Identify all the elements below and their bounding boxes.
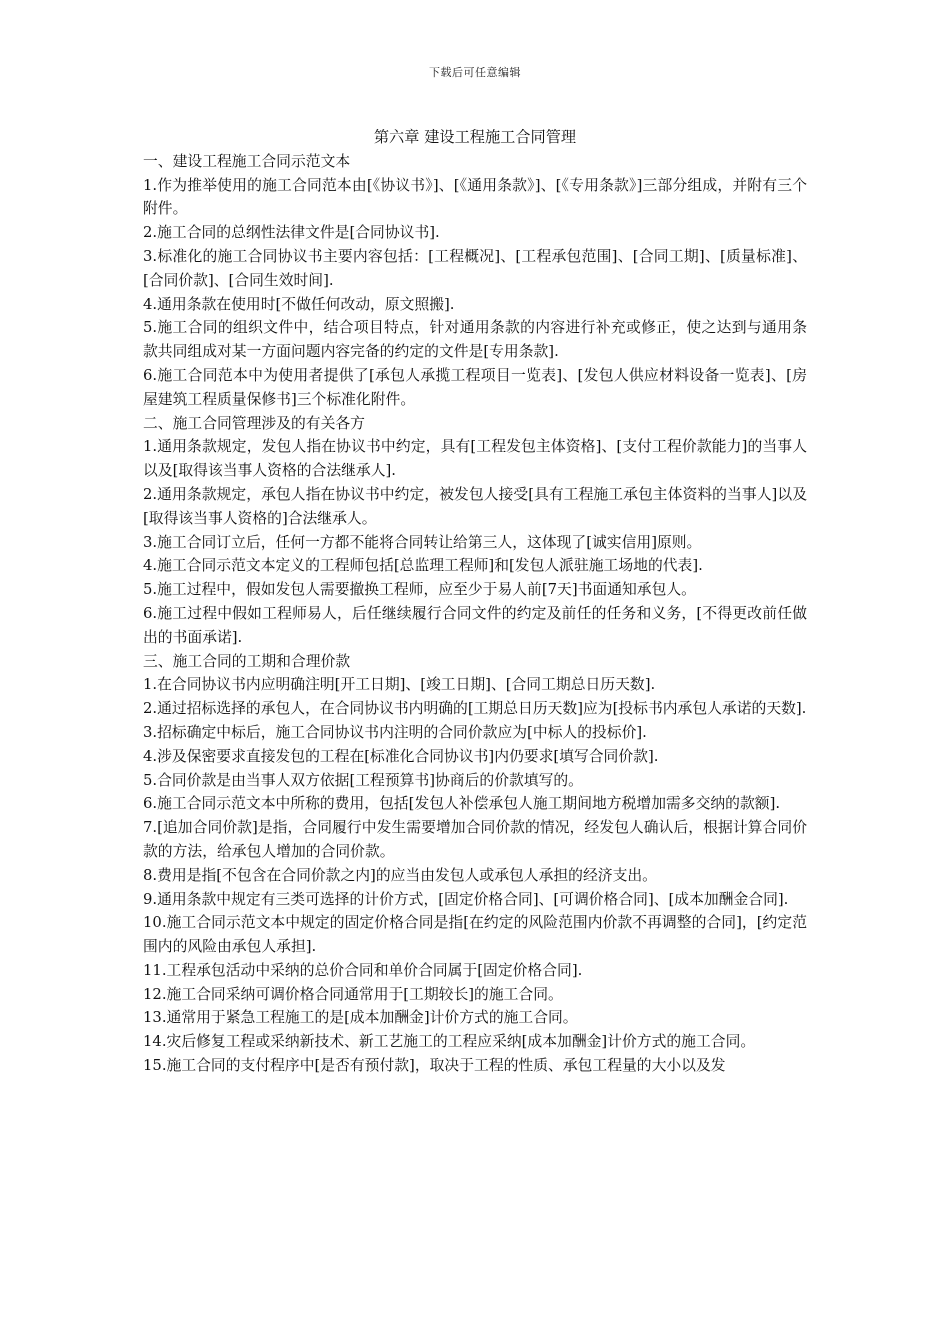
- paragraph: 3.施工合同订立后，任何一方都不能将合同转让给第三人，这体现了[诚实信用]原则。: [143, 533, 702, 551]
- paragraph: 13.通常用于紧急工程施工的是[成本加酬金]计价方式的施工合同。: [143, 1009, 578, 1027]
- paragraph: 3.标准化的施工合同协议书主要内容包括：[工程概况]、[工程承包范围]、[合同工期]、[质量标准]、[合同价款]、[合同生效时间].: [143, 247, 807, 289]
- paragraph: 14.灾后修复工程或采纳新技术、新工艺施工的工程应采纳[成本加酬金]计价方式的施工合同。: [143, 1033, 756, 1051]
- paragraph: 10.施工合同示范文本中规定的固定价格合同是指[在约定的风险范围内价款不再调整的合同]，[约定范围内的风险由承包人承担].: [143, 914, 807, 956]
- paragraph: 7.[追加合同价款]是指，合同履行中发生需要增加合同价款的情况，经发包人确认后，根据计算合同价款的方法，给承包人增加的合同价款。: [143, 819, 807, 860]
- section-heading-2: 二、施工合同管理涉及的有关各方: [143, 414, 365, 432]
- document-title: 第六章 建设工程施工合同管理: [373, 128, 577, 146]
- paragraph: 6.施工合同示范文本中所称的费用，包括[发包人补偿承包人施工期间地方税增加需多交纳的款额].: [143, 795, 781, 813]
- paragraph: 11.工程承包活动中采纳的总价合同和单价合同属于[固定价格合同].: [143, 961, 583, 979]
- paragraph: 4.涉及保密要求直接发包的工程在[标准化合同协议书]内仍要求[填写合同价款].: [143, 747, 659, 765]
- paragraph: 1.在合同协议书内应明确注明[开工日期]、[竣工日期]、[合同工期总日历天数].: [143, 676, 656, 694]
- page-header-note: 下载后可任意编辑: [429, 66, 521, 79]
- paragraph: 6.施工过程中假如工程师易人，后任继续履行合同文件的约定及前任的任务和义务，[不得更改前任做出的书面承诺].: [143, 604, 807, 646]
- paragraph: 4.施工合同示范文本定义的工程师包括[总监理工程师]和[发包人派驻施工场地的代表].: [143, 557, 703, 575]
- paragraph: 5.施工合同的组织文件中，结合项目特点，针对通用条款的内容进行补充或修正，使之达到与通用条款共同组成对某一方面问题内容完备的约定的文件是[专用条款].: [143, 319, 807, 361]
- section-heading-3: 三、施工合同的工期和合理价款: [143, 652, 351, 670]
- paragraph: 6.施工合同范本中为使用者提供了[承包人承揽工程项目一览表]、[发包人供应材料设备一览表]、[房屋建筑工程质量保修书]三个标准化附件。: [143, 366, 807, 408]
- paragraph: 2.通过招标选择的承包人，在合同协议书内明确的[工期总日历天数]应为[投标书内承包人承诺的天数].: [143, 700, 807, 718]
- paragraph: 1.作为推举使用的施工合同范本由[《协议书》]、[《通用条款》]、[《专用条款》]三部分组成，并附有三个附件。: [143, 176, 807, 218]
- paragraph: 2.施工合同的总纲性法律文件是[合同协议书].: [143, 224, 440, 242]
- paragraph: 8.费用是指[不包含在合同价款之内]的应当由发包人或承包人承担的经济支出。: [143, 866, 657, 884]
- paragraph: 2.通用条款规定，承包人指在协议书中约定，被发包人接受[具有工程施工承包主体资料的当事人]以及[取得该当事人资格的]合法继承人。: [143, 485, 807, 527]
- paragraph: 4.通用条款在使用时[不做任何改动，原文照搬].: [143, 295, 455, 313]
- paragraph: 15.施工合同的支付程序中[是否有预付款]，取决于工程的性质、承包工程量的大小以及发: [143, 1057, 726, 1075]
- paragraph: 5.合同价款是由当事人双方依据[工程预算书]协商后的价款填写的。: [143, 771, 583, 789]
- section-heading-1: 一、建设工程施工合同示范文本: [143, 152, 351, 170]
- paragraph: 1.通用条款规定，发包人指在协议书中约定，具有[工程发包主体资格]、[支付工程价款能力]的当事人以及[取得该当事人资格的合法继承人].: [143, 438, 807, 480]
- paragraph: 5.施工过程中，假如发包人需要撤换工程师，应至少于易人前[7天]书面通知承包人。: [143, 581, 696, 599]
- document-body: [143, 126, 807, 1078]
- paragraph: 3.招标确定中标后，施工合同协议书内注明的合同价款应为[中标人的投标价].: [143, 723, 647, 741]
- paragraph: 9.通用条款中规定有三类可选择的计价方式，[固定价格合同]、[可调价格合同]、[成本加酬金合同].: [143, 890, 789, 908]
- paragraph: 12.施工合同采纳可调价格合同通常用于[工期较长]的施工合同。: [143, 985, 563, 1003]
